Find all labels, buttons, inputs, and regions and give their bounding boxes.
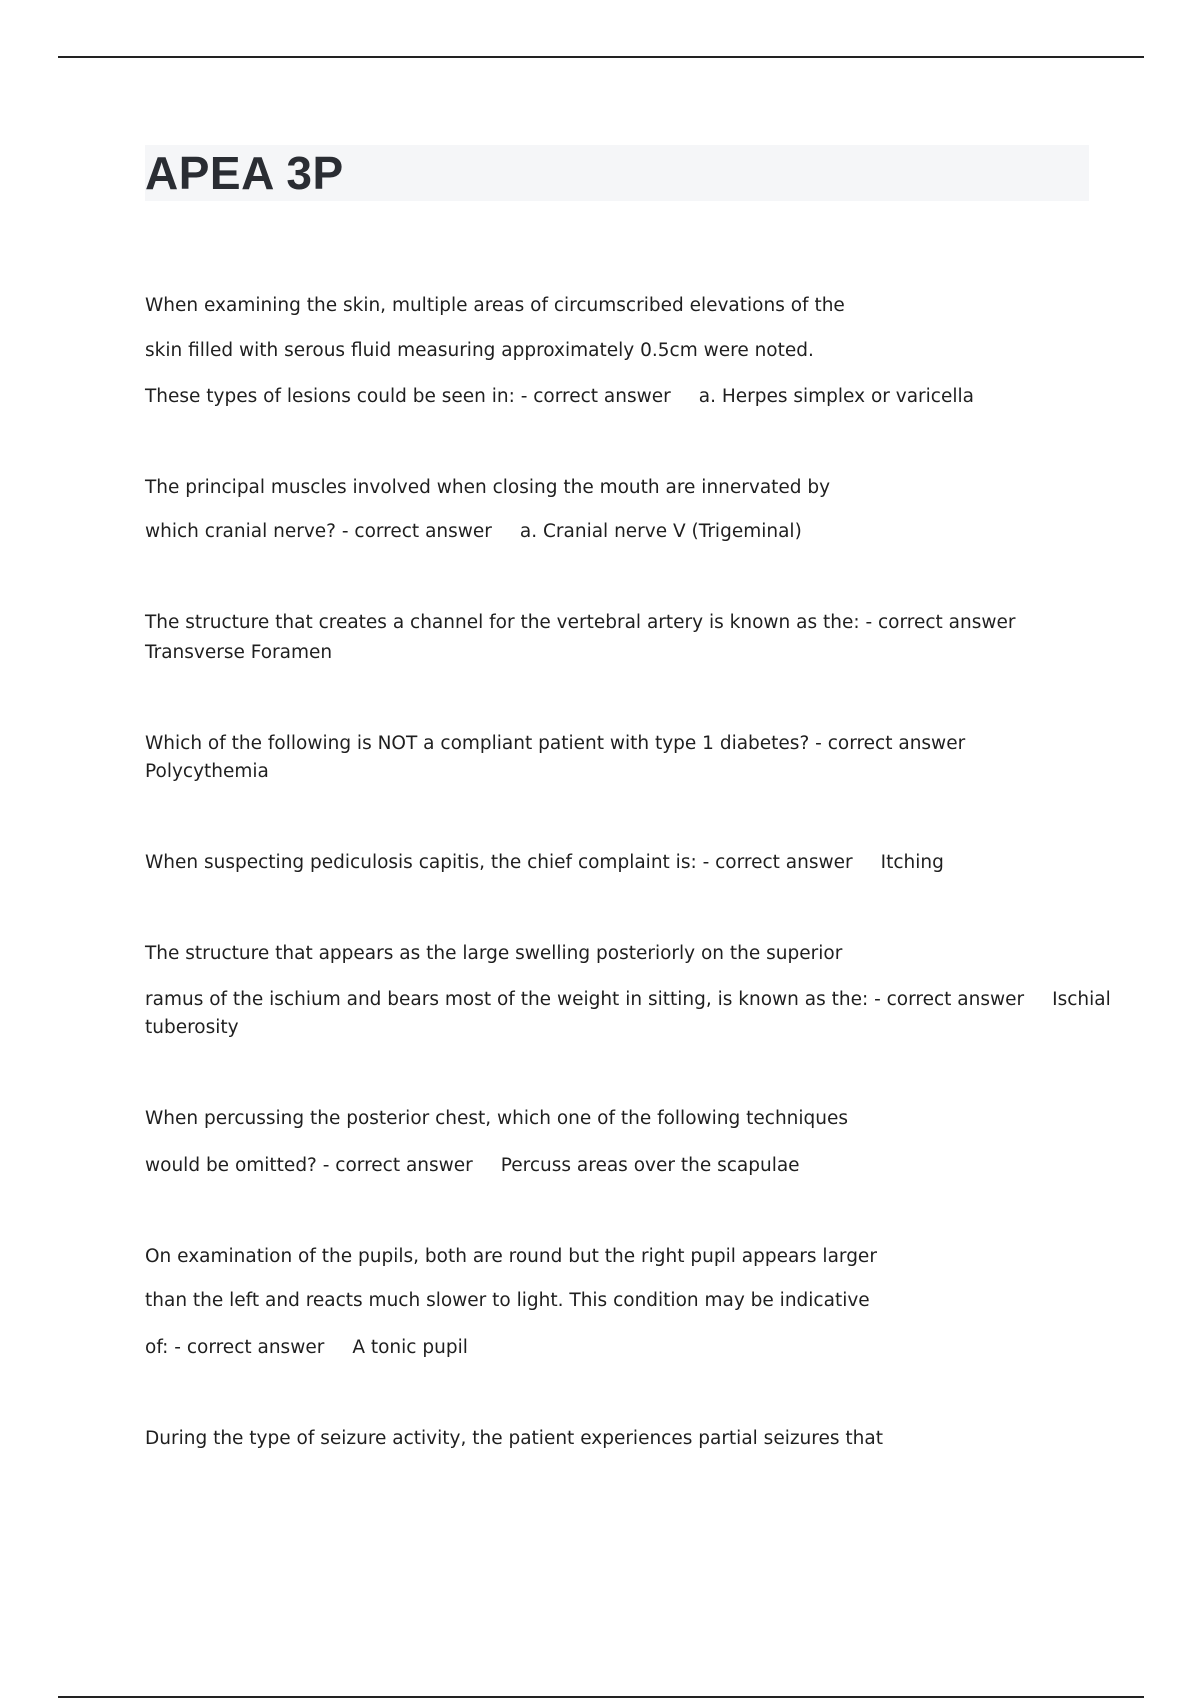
question-6-prompt-end: ramus of the ischium and bears most of the weight in sitting, is known as the: - correct answer [145, 989, 1025, 1010]
question-3-line-1: The structure that creates a channel for the vertebral artery is known as the: - correct answer [145, 612, 1016, 633]
question-2-line-2 [145, 520, 802, 544]
answer-8: A tonic pupil [352, 1337, 468, 1358]
answer-6-part-1: Ischial [1052, 989, 1111, 1010]
answer-7: Percuss areas over the scapulae [500, 1155, 800, 1176]
question-5-prompt: When suspecting pediculosis capitis, the chief complaint is: - correct answer [145, 852, 853, 873]
answer-5: Itching [880, 852, 944, 873]
question-7-prompt-end: would be omitted? - correct answer [145, 1155, 473, 1176]
question-7-line-2 [145, 1154, 800, 1178]
question-8-line-3 [145, 1336, 468, 1360]
question-9-line-1: During the type of seizure activity, the patient experiences partial seizures that [145, 1428, 883, 1449]
question-7-line-1: When percussing the posterior chest, which one of the following techniques [145, 1108, 849, 1129]
answer-3: Transverse Foramen [145, 642, 333, 663]
question-6-line-1: The structure that appears as the large swelling posteriorly on the superior [145, 943, 843, 964]
question-8-line-2: than the left and reacts much slower to light. This condition may be indicative [145, 1290, 870, 1311]
question-6-line-2 [145, 988, 1111, 1012]
document-title: APEA 3P [145, 147, 344, 199]
question-1-line-2: skin filled with serous fluid measuring approximately 0.5cm were noted. [145, 340, 814, 361]
answer-2: a. Cranial nerve V (Trigeminal) [519, 521, 802, 542]
question-1-line-1: When examining the skin, multiple areas of circumscribed elevations of the [145, 295, 845, 316]
top-rule [58, 56, 1144, 58]
answer-1: a. Herpes simplex or varicella [698, 386, 974, 407]
answer-6-part-2: tuberosity [145, 1017, 239, 1038]
question-2-prompt-end: which cranial nerve? - correct answer [145, 521, 492, 542]
bottom-rule [58, 1696, 1144, 1698]
question-1-prompt-end: These types of lesions could be seen in: - correct answer [145, 386, 671, 407]
question-1-line-3 [145, 385, 974, 409]
answer-4: Polycythemia [145, 761, 269, 782]
question-5-line-1 [145, 851, 944, 875]
question-8-prompt-end: of: - correct answer [145, 1337, 325, 1358]
question-8-line-1: On examination of the pupils, both are round but the right pupil appears larger [145, 1246, 877, 1267]
question-4-line-1: Which of the following is NOT a compliant patient with type 1 diabetes? - correct answer [145, 733, 966, 754]
question-2-line-1: The principal muscles involved when closing the mouth are innervated by [145, 477, 831, 498]
